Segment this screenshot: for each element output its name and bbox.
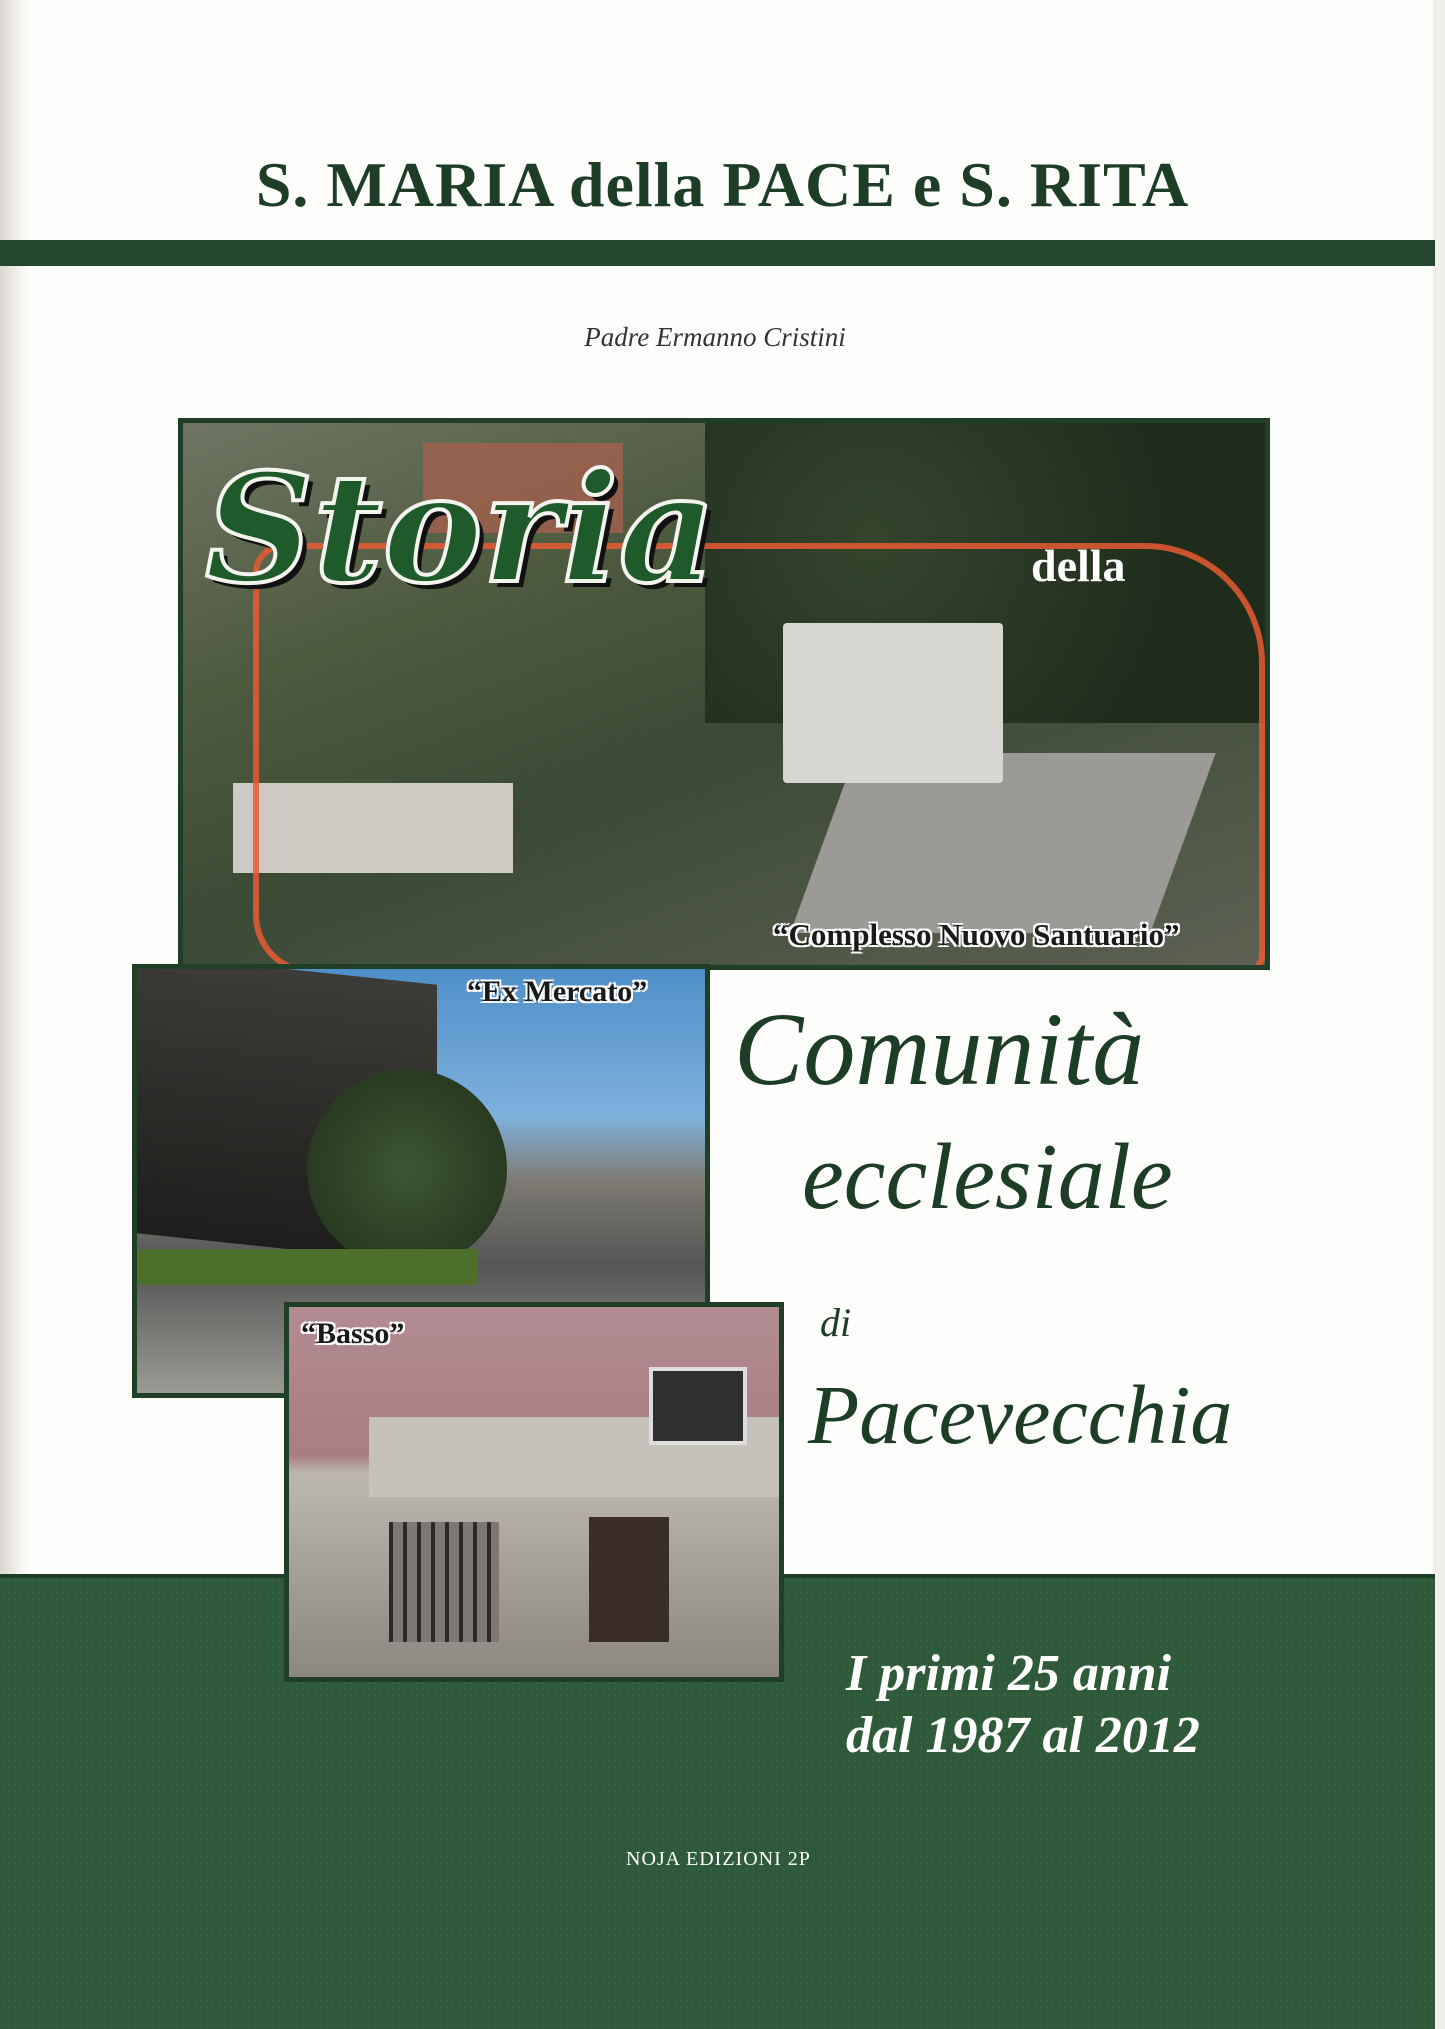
basso-gate [389,1522,499,1642]
storia-heading: Storia [205,441,716,617]
author-name: Padre Ermanno Cristini [584,322,846,352]
della-label: della [1031,540,1126,591]
mercato-tree [307,1069,507,1269]
mercato-grass [137,1249,477,1285]
subtitle-ecclesiale: ecclesiale [802,1125,1173,1229]
basso-caption: “Basso” [301,1317,405,1350]
ex-mercato-caption: “Ex Mercato” [467,975,648,1008]
years-line-2: dal 1987 al 2012 [846,1707,1200,1764]
basso-window [649,1367,747,1445]
subtitle-di: di [820,1300,852,1345]
top-divider-bar [0,240,1435,266]
subtitle-comunita: Comunità [734,992,1145,1107]
basso-door [589,1517,669,1642]
subtitle-pacevecchia: Pacevecchia [808,1369,1233,1462]
main-title: S. MARIA della PACE e S. RITA [255,149,1190,220]
publisher-name: NOJA EDIZIONI 2P [626,1848,811,1870]
aerial-photo [178,418,1270,970]
years-line-1: I primi 25 anni [846,1645,1172,1702]
aerial-caption: “Complesso Nuovo Santuario” [773,917,1180,952]
basso-photo [284,1302,784,1682]
